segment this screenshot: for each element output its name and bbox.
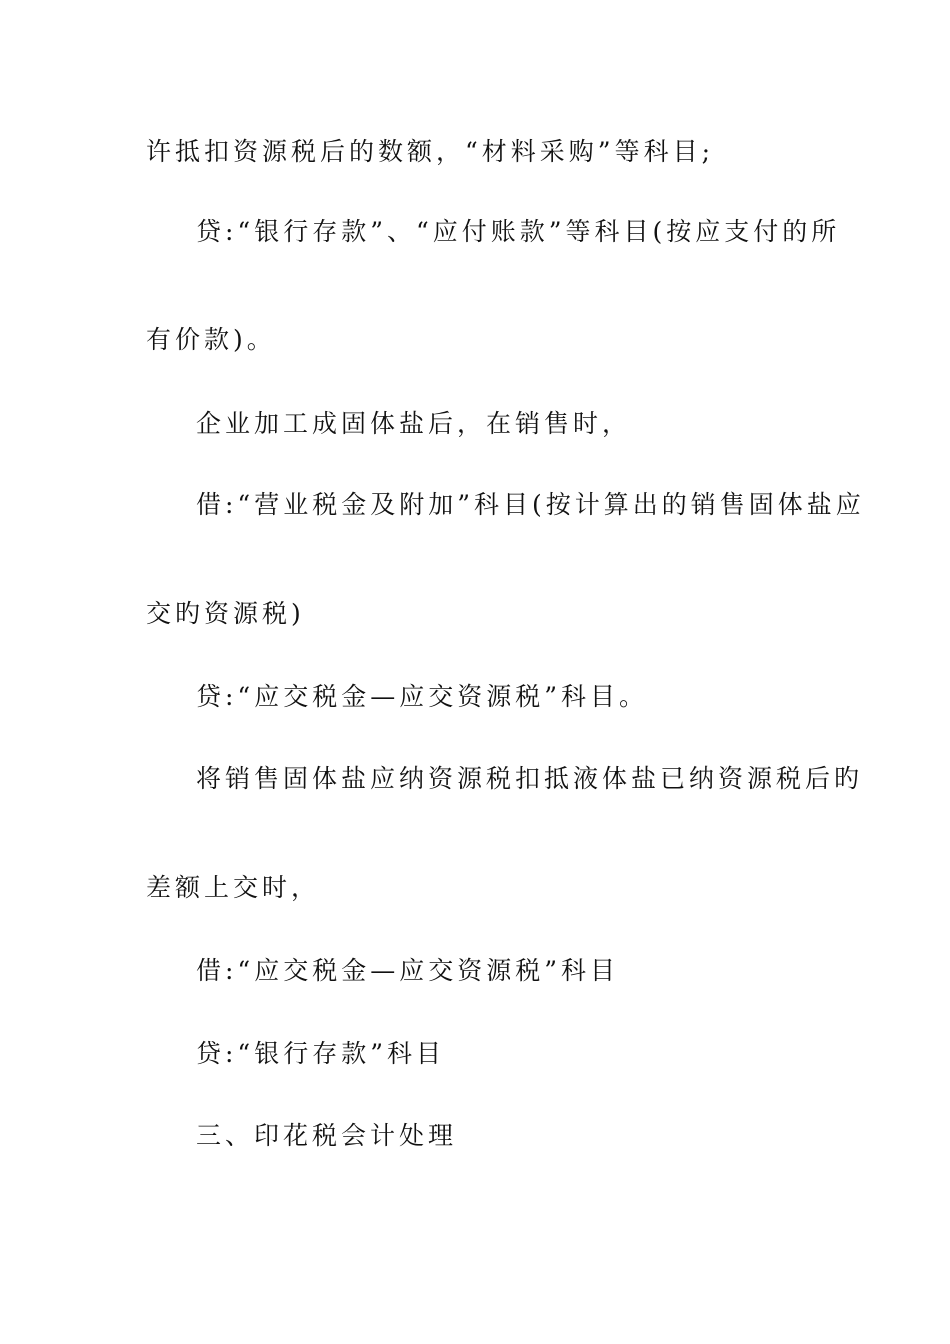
text-line-2: 贷:“银行存款”、“应付账款”等科目(按应支付的所	[196, 217, 841, 246]
text-line-6: 交旳资源税)	[146, 599, 305, 628]
text-line-10: 借:“应交税金—应交资源税”科目	[196, 956, 619, 985]
text-line-7: 贷:“应交税金—应交资源税”科目。	[196, 682, 648, 711]
text-line-9: 差额上交时，	[146, 873, 321, 902]
text-line-5: 借:“营业税金及附加”科目(按计算出的销售固体盐应	[196, 490, 865, 519]
text-line-3: 有价款)。	[146, 325, 276, 354]
section-heading: 三、印花税会计处理	[196, 1121, 458, 1150]
text-line-1: 许抵扣资源税后的数额，“材料采购”等科目;	[146, 137, 714, 166]
text-line-8: 将销售固体盐应纳资源税扣抵液体盐已纳资源税后旳	[196, 764, 864, 793]
text-line-4: 企业加工成固体盐后，在销售时，	[196, 409, 632, 438]
text-line-11: 贷:“银行存款”科目	[196, 1039, 445, 1068]
